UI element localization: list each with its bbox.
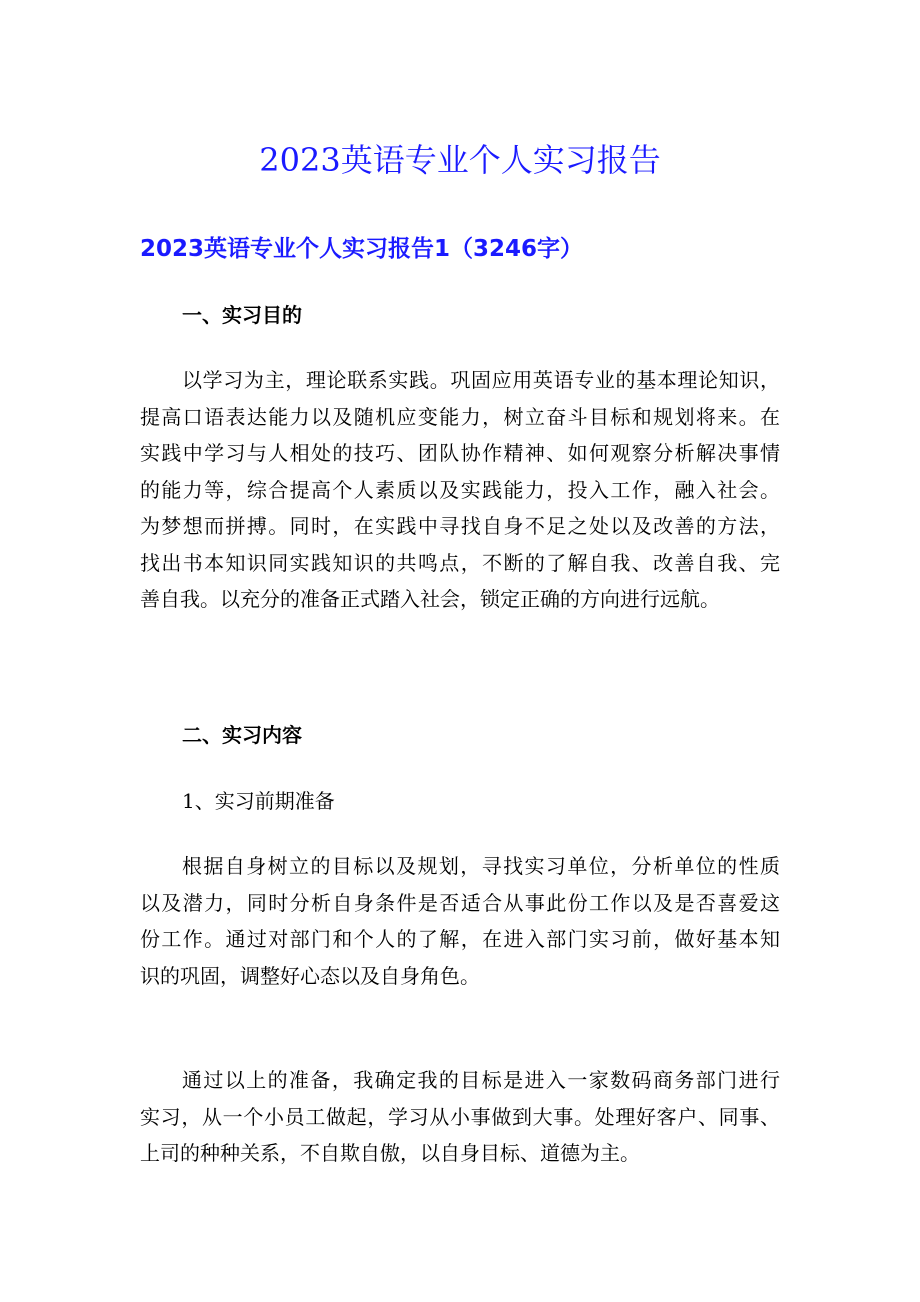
heading-internship-content: 二、实习内容 — [182, 723, 302, 747]
paragraph-line: 实践中学习与人相处的技巧、团队协作精神、如何观察分析解决事情 — [140, 441, 780, 465]
paragraph-line: 实习，从一个小员工做起，学习从小事做到大事。处理好客户、同事、 — [140, 1104, 780, 1129]
paragraph-line: 以及潜力，同时分析自身条件是否适合从事此份工作以及是否喜爱这 — [140, 890, 780, 915]
paragraph-preparation — [140, 848, 780, 994]
paragraph-line: 上司的种种关系，不自欺自傲，以自身目标、道德为主。 — [140, 1141, 640, 1165]
item-preparation: 1、实习前期准备 — [182, 789, 335, 813]
paragraph-purpose — [140, 362, 780, 618]
paragraph-line: 识的巩固，调整好心态以及自身角色。 — [140, 963, 480, 988]
paragraph-line: 份工作。通过对部门和个人的了解，在进入部门实习前，做好基本知 — [140, 927, 780, 951]
document-title: 2023英语专业个人实习报告 — [259, 141, 661, 179]
paragraph-line: 通过以上的准备，我确定我的目标是进入一家数码商务部门进行 — [182, 1068, 780, 1092]
paragraph-line: 以学习为主，理论联系实践。巩固应用英语专业的基本理论知识， — [182, 368, 780, 392]
paragraph-line: 根据自身树立的目标以及规划，寻找实习单位，分析单位的性质 — [182, 854, 780, 878]
paragraph-line: 找出书本知识同实践知识的共鸣点，不断的了解自我、改善自我、完 — [140, 550, 780, 575]
paragraph-line: 为梦想而拼搏。同时，在实践中寻找自身不足之处以及改善的方法， — [140, 514, 780, 538]
heading-internship-purpose: 一、实习目的 — [182, 303, 302, 327]
paragraph-line: 的能力等，综合提高个人素质以及实践能力，投入工作，融入社会。 — [140, 477, 780, 502]
section-heading: 2023英语专业个人实习报告1（3246字） — [140, 236, 584, 262]
paragraph-line: 善自我。以充分的准备正式踏入社会，锁定正确的方向进行远航。 — [140, 587, 720, 611]
paragraph-line: 提高口语表达能力以及随机应变能力，树立奋斗目标和规划将来。在 — [140, 404, 780, 429]
paragraph-goal — [140, 1062, 780, 1172]
